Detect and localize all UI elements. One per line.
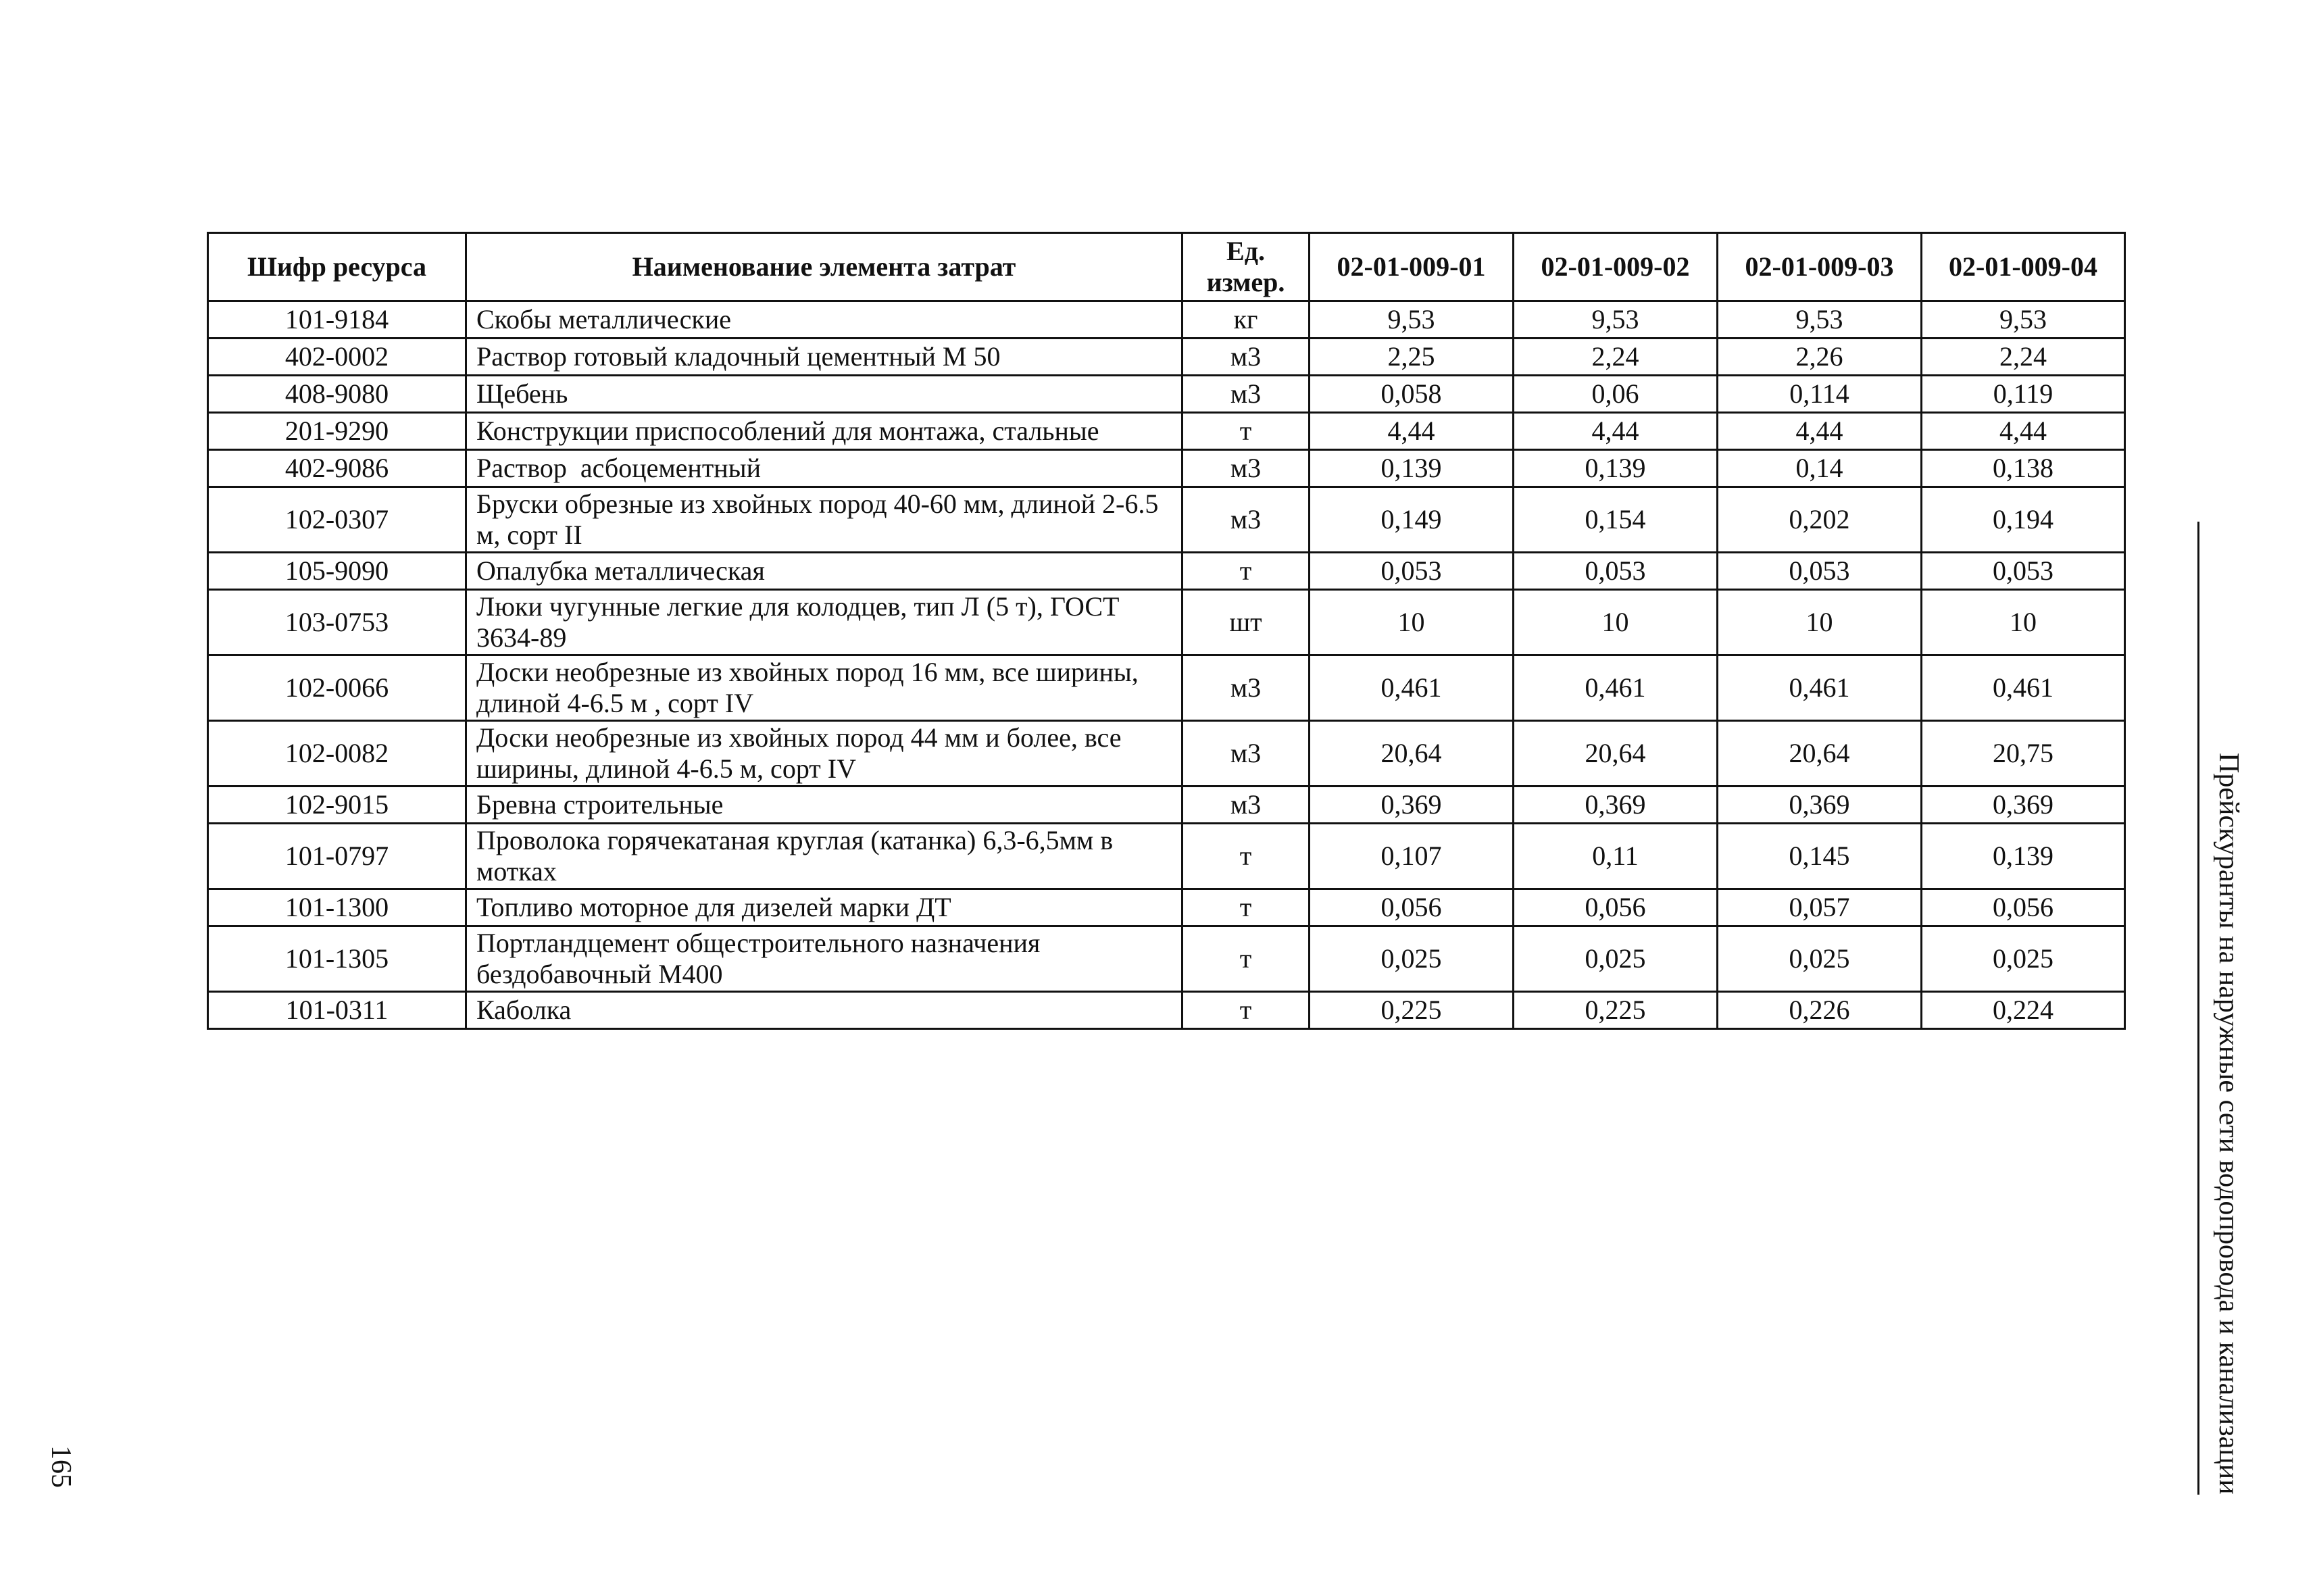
cell-code: 408-9080 (208, 376, 466, 413)
cell-value-2: 0,139 (1514, 450, 1718, 487)
cell-value-2: 0,461 (1514, 655, 1718, 721)
table-row (208, 553, 2125, 590)
cell-value-2: 10 (1514, 590, 1718, 655)
cell-value-1: 9,53 (1310, 301, 1514, 339)
table-row (208, 487, 2125, 553)
table-header (208, 233, 2125, 301)
cell-value-3: 0,145 (1718, 824, 1922, 889)
cell-name: Бруски обрезные из хвойных пород 40-60 мм, длиной 2-6.5 м, сорт II (466, 487, 1183, 553)
table-row (208, 301, 2125, 339)
table-row (208, 721, 2125, 787)
cell-unit: м3 (1183, 721, 1310, 787)
cell-value-4: 0,194 (1922, 487, 2125, 553)
cell-value-2: 20,64 (1514, 721, 1718, 787)
cell-value-3: 0,369 (1718, 787, 1922, 824)
cell-value-4: 10 (1922, 590, 2125, 655)
cell-value-3: 0,114 (1718, 376, 1922, 413)
table-row (208, 450, 2125, 487)
cell-value-2: 0,369 (1514, 787, 1718, 824)
page-number: 165 (45, 1445, 76, 1488)
cell-code: 101-0311 (208, 992, 466, 1029)
cell-unit: кг (1183, 301, 1310, 339)
table-row (208, 787, 2125, 824)
cell-value-4: 0,056 (1922, 889, 2125, 926)
cell-unit: м3 (1183, 450, 1310, 487)
cell-value-2: 0,06 (1514, 376, 1718, 413)
header-resource-code: Шифр ресурса (208, 233, 466, 301)
cell-value-3: 10 (1718, 590, 1922, 655)
cell-code: 102-9015 (208, 787, 466, 824)
cell-unit: т (1183, 889, 1310, 926)
cell-name: Проволока горячекатаная круглая (катанка) 6,3-6,5мм в мотках (466, 824, 1183, 889)
header-unit (1183, 233, 1310, 301)
cell-value-3: 9,53 (1718, 301, 1922, 339)
cell-name: Каболка (466, 992, 1183, 1029)
cell-value-3: 0,461 (1718, 655, 1922, 721)
cell-unit: м3 (1183, 339, 1310, 376)
cell-value-1: 0,149 (1310, 487, 1514, 553)
table-row (208, 992, 2125, 1029)
cell-value-1: 0,058 (1310, 376, 1514, 413)
running-title: Прейскуранты на наружные сети водопровода и канализации (2197, 522, 2260, 1495)
cell-value-2: 2,24 (1514, 339, 1718, 376)
cell-unit: т (1183, 413, 1310, 450)
cell-value-4: 0,461 (1922, 655, 2125, 721)
cell-value-2: 0,053 (1514, 553, 1718, 590)
cell-value-3: 0,226 (1718, 992, 1922, 1029)
table-row (208, 655, 2125, 721)
cell-value-1: 0,461 (1310, 655, 1514, 721)
cell-value-4: 2,24 (1922, 339, 2125, 376)
cell-value-2: 9,53 (1514, 301, 1718, 339)
cell-name: Доски необрезные из хвойных пород 44 мм и более, все ширины, длиной 4-6.5 м, сорт IV (466, 721, 1183, 787)
resource-cost-table (207, 232, 2126, 1030)
cell-value-4: 0,053 (1922, 553, 2125, 590)
cell-value-1: 0,107 (1310, 824, 1514, 889)
header-cost-element-name: Наименование элемента затрат (466, 233, 1183, 301)
cell-name: Люки чугунные легкие для колодцев, тип Л (5 т), ГОСТ 3634-89 (466, 590, 1183, 655)
cell-unit: шт (1183, 590, 1310, 655)
table-row (208, 926, 2125, 992)
cell-value-4: 20,75 (1922, 721, 2125, 787)
cell-value-4: 0,025 (1922, 926, 2125, 992)
cell-value-4: 0,138 (1922, 450, 2125, 487)
cell-value-4: 0,224 (1922, 992, 2125, 1029)
header-col-4: 02-01-009-04 (1922, 233, 2125, 301)
cell-name: Раствор асбоцементный (466, 450, 1183, 487)
cell-value-1: 20,64 (1310, 721, 1514, 787)
cell-value-2: 0,154 (1514, 487, 1718, 553)
cell-value-2: 0,11 (1514, 824, 1718, 889)
cell-value-3: 4,44 (1718, 413, 1922, 450)
header-col-3: 02-01-009-03 (1718, 233, 1922, 301)
cell-value-1: 10 (1310, 590, 1514, 655)
cell-unit: м3 (1183, 787, 1310, 824)
cell-name: Опалубка металлическая (466, 553, 1183, 590)
cell-code: 102-0066 (208, 655, 466, 721)
table-body (208, 301, 2125, 1029)
cell-code: 102-0082 (208, 721, 466, 787)
cell-code: 101-9184 (208, 301, 466, 339)
table-row (208, 413, 2125, 450)
cell-value-2: 0,056 (1514, 889, 1718, 926)
cell-value-4: 4,44 (1922, 413, 2125, 450)
cell-value-2: 0,225 (1514, 992, 1718, 1029)
cell-value-2: 4,44 (1514, 413, 1718, 450)
header-row (208, 233, 2125, 301)
cell-value-3: 0,14 (1718, 450, 1922, 487)
cell-name: Топливо моторное для дизелей марки ДТ (466, 889, 1183, 926)
cell-code: 103-0753 (208, 590, 466, 655)
cell-value-3: 0,202 (1718, 487, 1922, 553)
header-col-2: 02-01-009-02 (1514, 233, 1718, 301)
cell-unit: т (1183, 926, 1310, 992)
cell-name: Доски необрезные из хвойных пород 16 мм, все ширины, длиной 4-6.5 м , сорт IV (466, 655, 1183, 721)
cell-code: 101-0797 (208, 824, 466, 889)
header-unit-line1: Ед. (1226, 236, 1265, 266)
cell-value-4: 9,53 (1922, 301, 2125, 339)
cell-value-1: 0,053 (1310, 553, 1514, 590)
cell-unit: т (1183, 992, 1310, 1029)
table-row (208, 824, 2125, 889)
cell-value-4: 0,119 (1922, 376, 2125, 413)
cell-code: 101-1305 (208, 926, 466, 992)
cell-name: Портландцемент общестроительного назначения бездобавочный М400 (466, 926, 1183, 992)
cell-name: Бревна строительные (466, 787, 1183, 824)
cell-value-1: 0,139 (1310, 450, 1514, 487)
cell-value-4: 0,139 (1922, 824, 2125, 889)
cell-unit: м3 (1183, 487, 1310, 553)
cell-name: Раствор готовый кладочный цементный М 50 (466, 339, 1183, 376)
cell-value-4: 0,369 (1922, 787, 2125, 824)
cell-code: 402-9086 (208, 450, 466, 487)
cell-code: 402-0002 (208, 339, 466, 376)
table-row (208, 590, 2125, 655)
table-row (208, 376, 2125, 413)
cell-unit: м3 (1183, 655, 1310, 721)
cell-value-1: 0,056 (1310, 889, 1514, 926)
cell-unit: т (1183, 824, 1310, 889)
cell-value-3: 0,057 (1718, 889, 1922, 926)
header-unit-line2: измер. (1206, 267, 1285, 297)
cell-value-3: 0,025 (1718, 926, 1922, 992)
cell-unit: м3 (1183, 376, 1310, 413)
cell-value-3: 20,64 (1718, 721, 1922, 787)
cell-name: Скобы металлические (466, 301, 1183, 339)
table-row (208, 339, 2125, 376)
cell-value-3: 0,053 (1718, 553, 1922, 590)
cell-unit: т (1183, 553, 1310, 590)
cell-value-1: 2,25 (1310, 339, 1514, 376)
cell-code: 201-9290 (208, 413, 466, 450)
cell-value-1: 0,225 (1310, 992, 1514, 1029)
cell-name: Щебень (466, 376, 1183, 413)
cell-value-1: 0,025 (1310, 926, 1514, 992)
cell-code: 105-9090 (208, 553, 466, 590)
cell-code: 102-0307 (208, 487, 466, 553)
header-col-1: 02-01-009-01 (1310, 233, 1514, 301)
table-row (208, 889, 2125, 926)
cell-code: 101-1300 (208, 889, 466, 926)
cell-name: Конструкции приспособлений для монтажа, стальные (466, 413, 1183, 450)
cell-value-2: 0,025 (1514, 926, 1718, 992)
cell-value-3: 2,26 (1718, 339, 1922, 376)
cell-value-1: 4,44 (1310, 413, 1514, 450)
cell-value-1: 0,369 (1310, 787, 1514, 824)
